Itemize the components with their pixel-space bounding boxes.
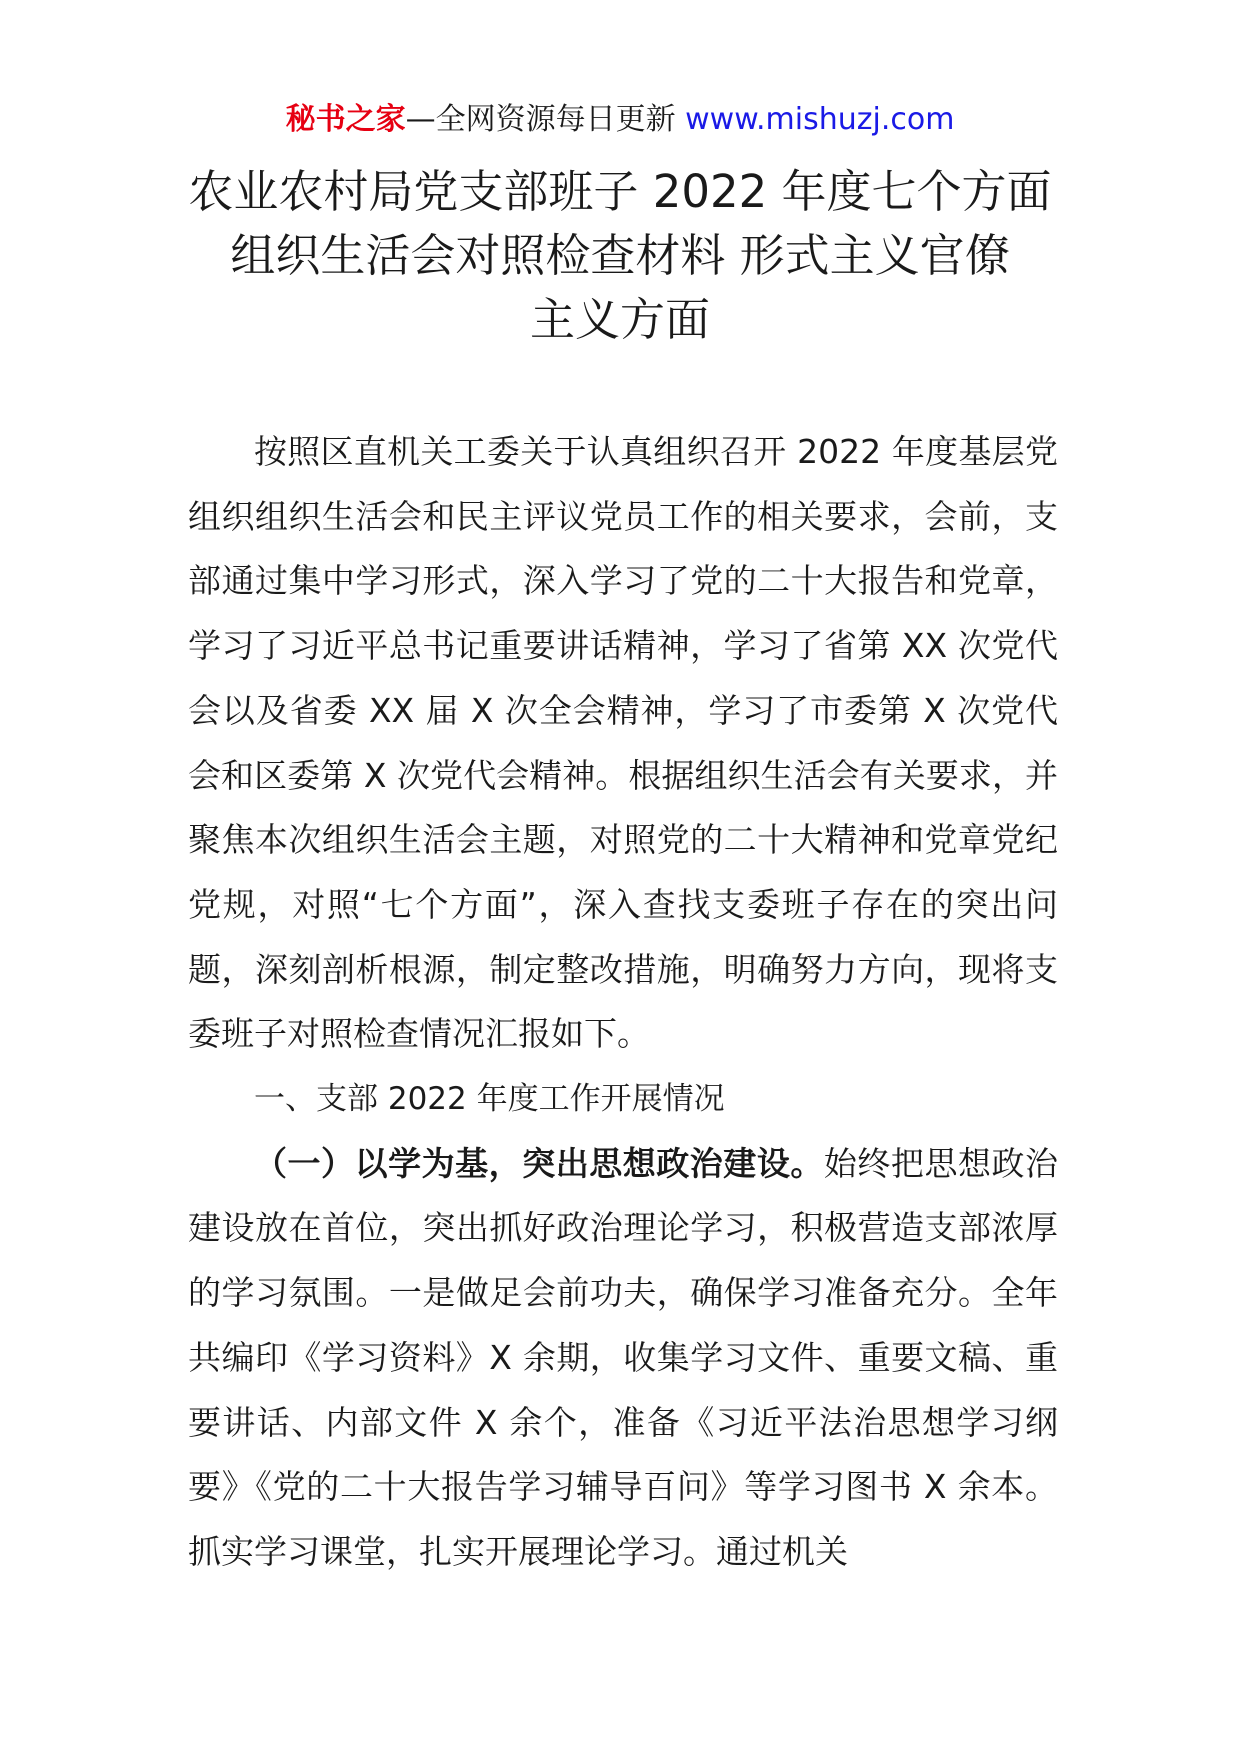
section-heading-1: 一、支部 2022 年度工作开展情况	[254, 1081, 725, 1118]
intro-paragraph: 按照区直机关工委关于认真组织召开 2022 年度基层党组织组织生活会和民主评议党员工作的相关要求，会前，支部通过集中学习形式，深入学习了党的二十大报告和党章，学习了习近平总书记重要讲话精神，学习了省第 XX 次党代会以及省委 XX 届 X 次全会精神，学习了市委第 X 次党代会和区委第 X 次党代会精神。根据组织生活会有关要求，并聚焦本次组织生活会主题，对照党的二十大精神和党章党纪党规，对照“七个方面”，深入查找支委班子存在的突出问题，深刻剖析根源，制定整改措施，明确努力方向，现将支委班子对照检查情况汇报如下。	[188, 432, 1058, 1054]
subsection-paragraph-1	[188, 1132, 1058, 1585]
site-banner	[0, 100, 1240, 140]
title-line-3: 主义方面	[529, 293, 710, 346]
subsection-lead: （一）以学为基，突出思想政治建设。	[254, 1143, 824, 1183]
title-line-2: 组织生活会对照检查材料 形式主义官僚	[230, 229, 1010, 282]
banner-slogan: —全网资源每日更新	[405, 102, 676, 137]
brand-name: 秘书之家	[285, 102, 406, 137]
subsection-text: 始终把思想政治建设放在首位，突出抓好政治理论学习，积极营造支部浓厚的学习氛围。一是做足会前功夫，确保学习准备充分。全年共编印《学习资料》X 余期，收集学习文件、重要文稿、重要讲话、内部文件 X 余个，准备《习近平法治思想学习纲要》《党的二十大报告学习辅导百问》等学习图书 X 余本。抓实学习课堂，扎实开展理论学习。通过机关	[188, 1143, 1059, 1571]
document-title	[160, 160, 1080, 352]
title-line-1: 农业农村局党支部班子 2022 年度七个方面	[188, 165, 1052, 218]
site-url[interactable]: www.mishuzj.com	[685, 102, 955, 137]
document-body	[188, 420, 1058, 1585]
